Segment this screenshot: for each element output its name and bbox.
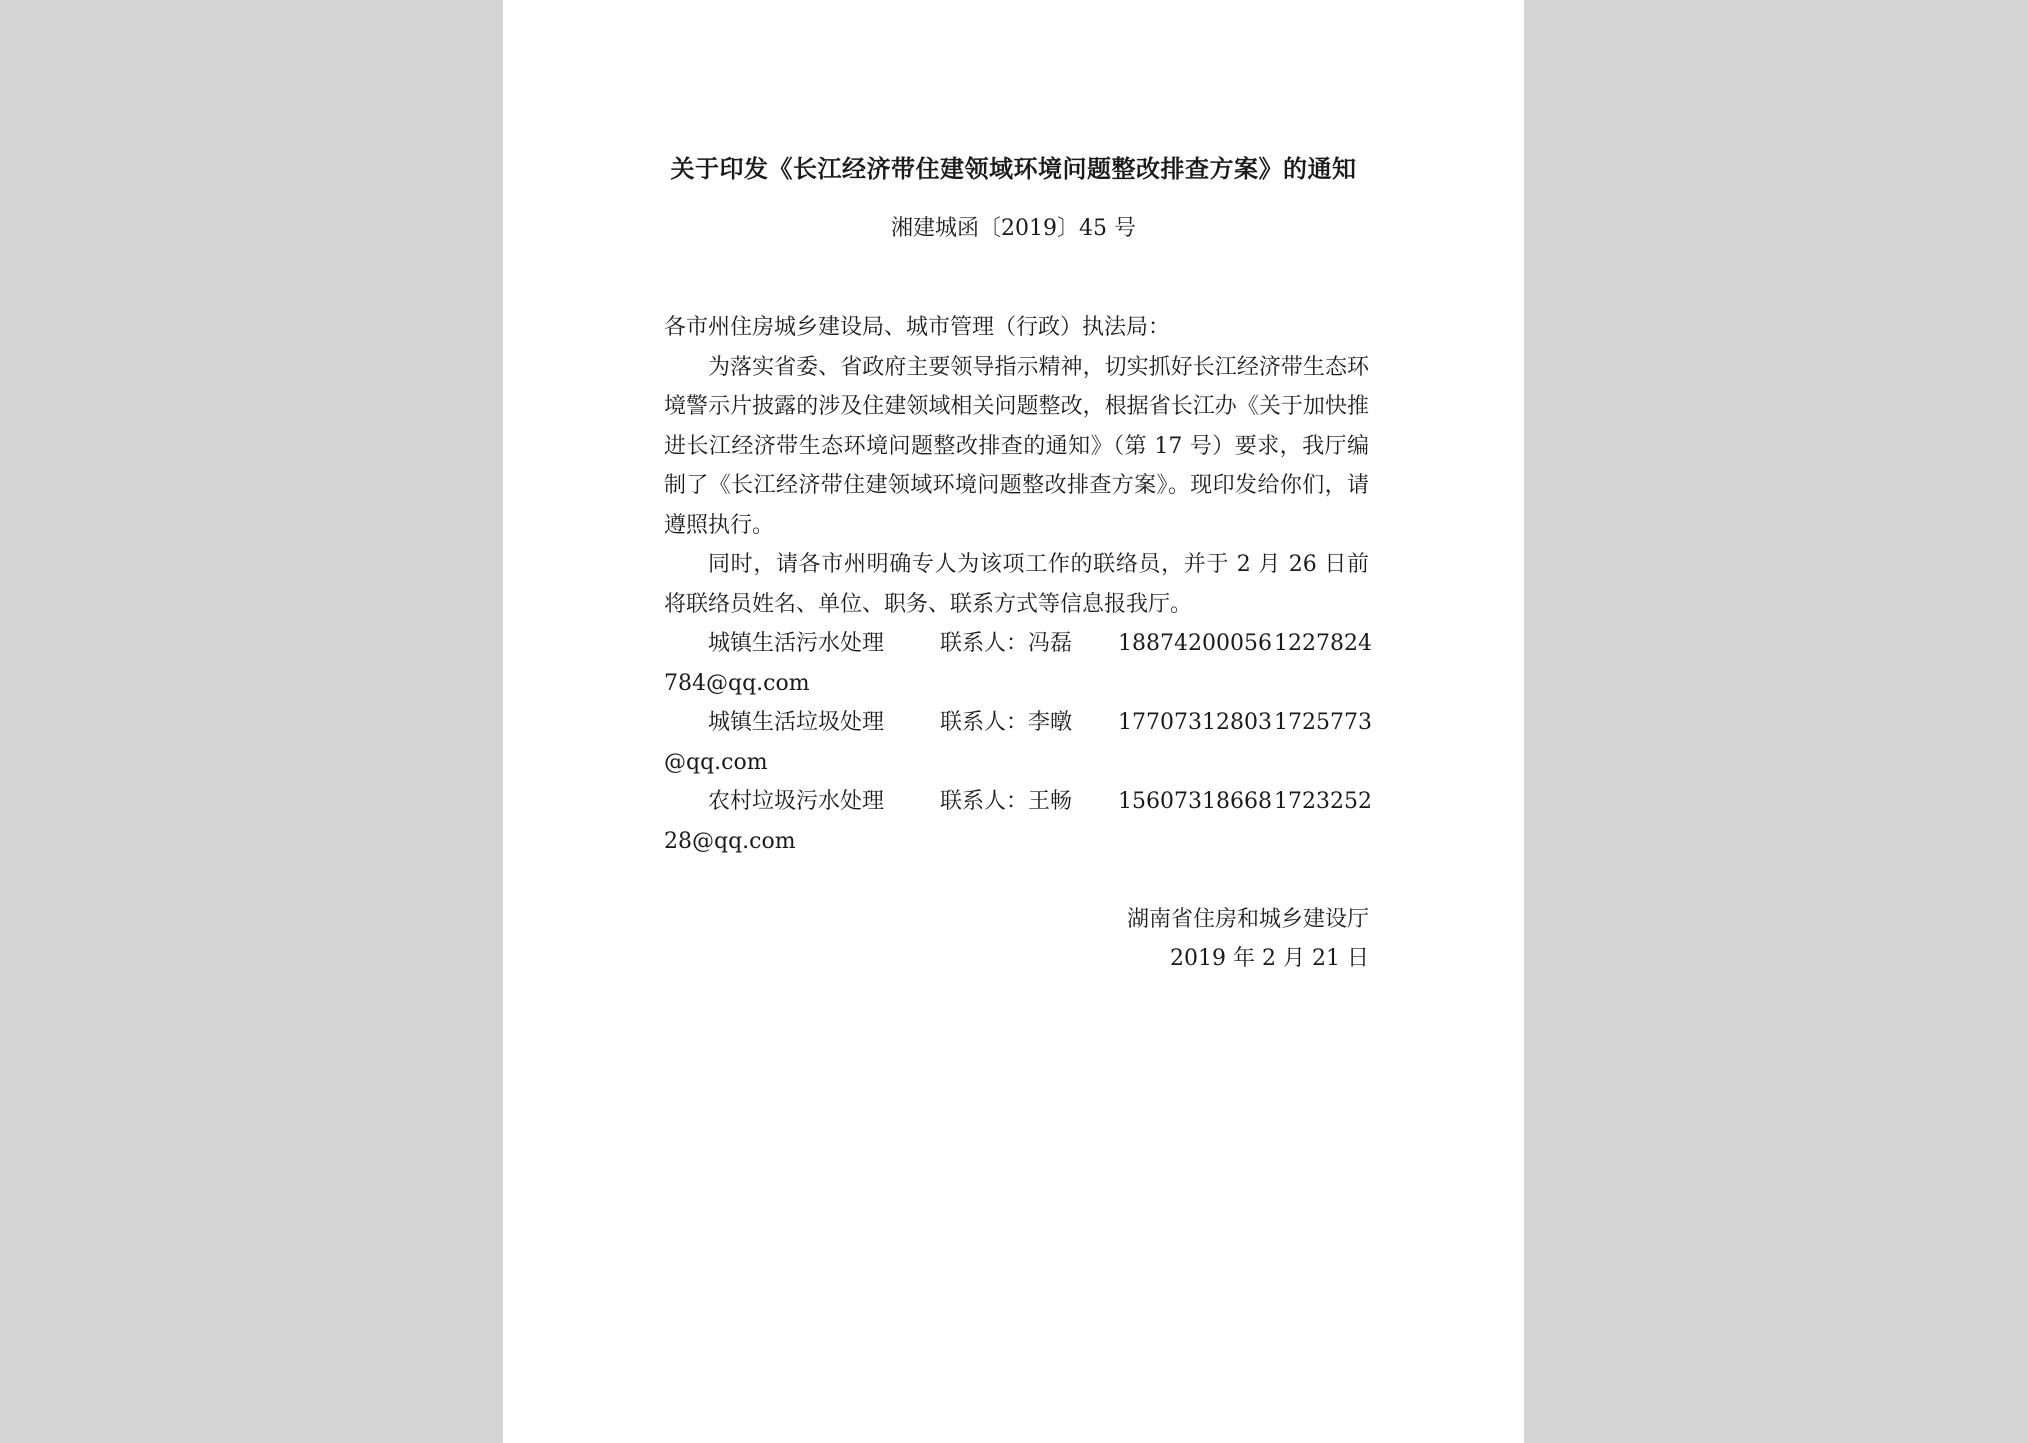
contact-phone: 18874200056: [1118, 631, 1272, 656]
contact-person: 联系人：李暾: [940, 710, 1073, 735]
contact-dept: 城镇生活垃圾处理: [708, 710, 885, 735]
contact-line: [664, 624, 1372, 664]
issue-date: 2019 年 2 月 21 日: [1170, 946, 1369, 971]
paragraph-1: 为落实省委、省政府主要领导指示精神，切实抓好长江经济带生态环境警示片披露的涉及住建领域相关问题整改，根据省长江办《关于加快推进长江经济带生态环境问题整改排查的通知》（第 17 号）要求，我厅编制了《长江经济带住建领域环境问题整改排查方案》。现印发给你们，请遵照执行。: [664, 354, 1369, 538]
document-body: [664, 308, 1372, 861]
contact-email-tail: 784@qq.com: [664, 670, 810, 696]
contact-email-tail: 28@qq.com: [664, 828, 796, 854]
contact-dept: 城镇生活污水处理: [708, 631, 885, 656]
contact-email-head: 1725773: [1274, 710, 1372, 735]
document-title: 关于印发《长江经济带住建领域环境问题整改排查方案》的通知: [670, 154, 1357, 183]
salutation: 各市州住房城乡建设局、城市管理（行政）执法局：: [664, 315, 1171, 340]
paragraph-2: 同时，请各市州明确专人为该项工作的联络员，并于 2 月 26 日前将联络员姓名、单位、职务、联系方式等信息报我厅。: [664, 552, 1369, 617]
document-number: 湘建城函〔2019〕45 号: [891, 216, 1136, 241]
contact-phone: 15607318668: [1118, 789, 1272, 814]
contact-line: [664, 703, 1372, 743]
issuer: 湖南省住房和城乡建设厅: [1126, 907, 1369, 932]
document-page: [503, 0, 1524, 1443]
contact-email-head: 1227824: [1274, 631, 1372, 656]
signoff: [1127, 900, 1369, 978]
contact-person: 联系人：王畅: [940, 789, 1073, 814]
contact-email-head: 1723252: [1274, 789, 1372, 814]
contact-phone: 17707312803: [1118, 710, 1272, 735]
contact-email-tail: @qq.com: [664, 749, 768, 775]
contact-dept: 农村垃圾污水处理: [708, 789, 885, 814]
contact-line: [664, 782, 1372, 822]
contact-person: 联系人：冯磊: [940, 631, 1073, 656]
